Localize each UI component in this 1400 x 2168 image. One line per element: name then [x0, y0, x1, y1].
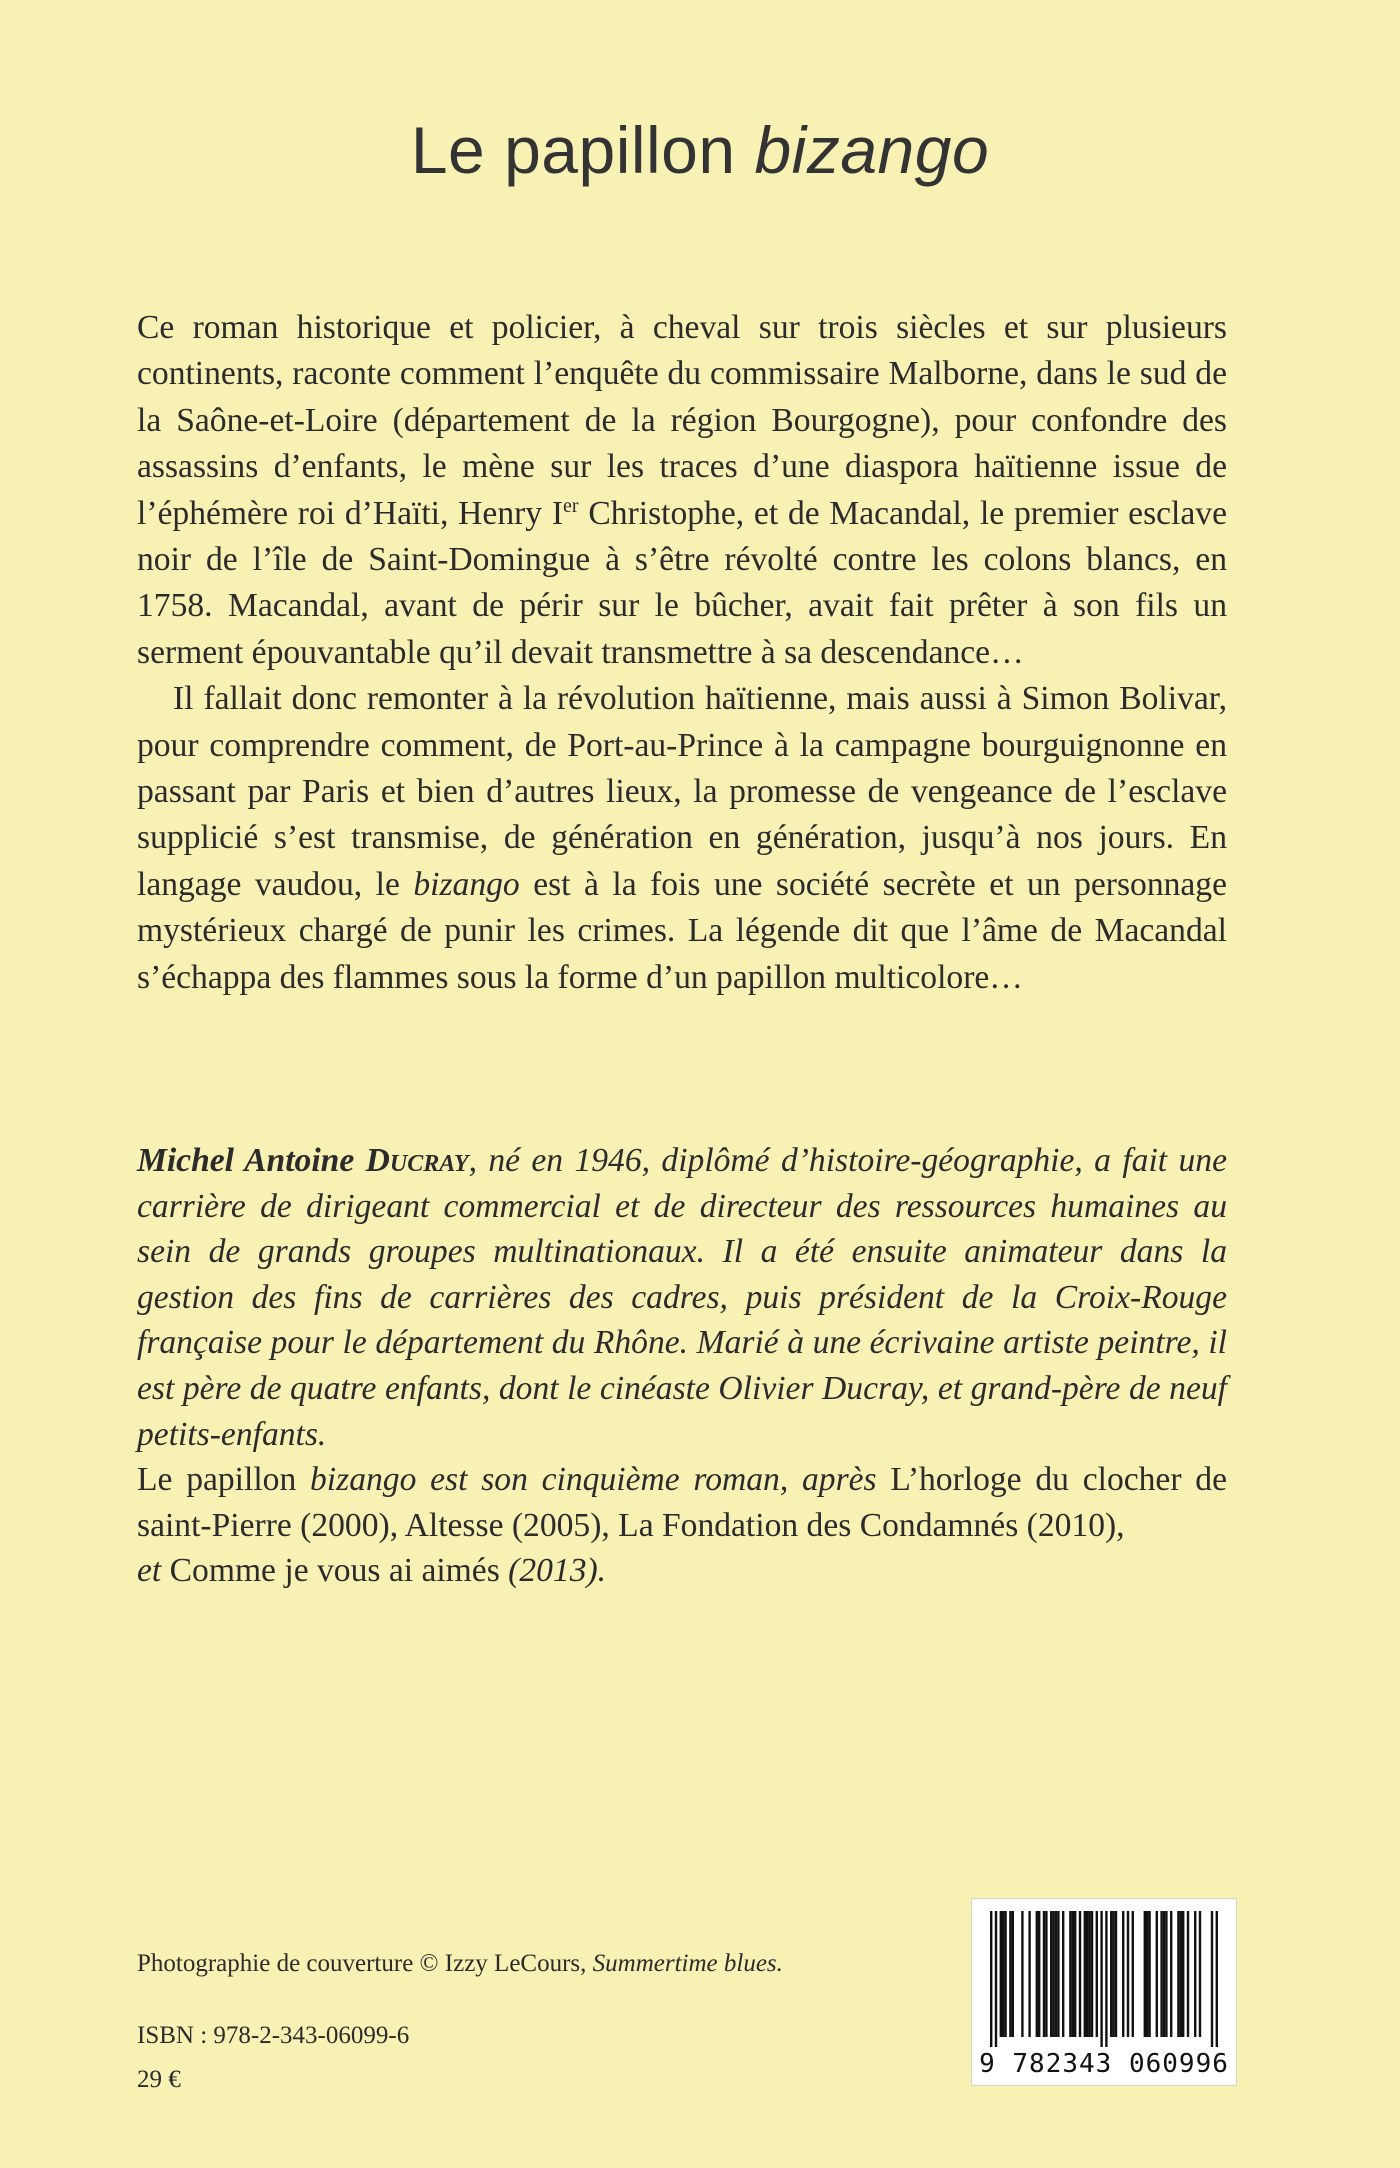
barcode-bar: [1036, 1911, 1038, 2037]
barcode-bar: [1038, 1911, 1040, 2037]
barcode-bar: [1194, 1911, 1196, 2037]
barcode-bar: [1096, 1911, 1098, 2037]
barcode-bar: [1115, 1911, 1117, 2037]
barcode-bar: [1091, 1911, 1093, 2037]
barcode-bar: [995, 1911, 997, 2047]
barcode-bar: [1088, 1911, 1090, 2037]
book3-title: Comme je vous ai aimés: [169, 1552, 500, 1590]
barcode: [971, 1898, 1237, 2086]
synopsis-paragraph-1: [137, 305, 1227, 676]
barcode-bar: [1211, 1911, 1213, 2047]
author-bio-text-b: est son cinquième roman, après: [416, 1461, 891, 1499]
title-main: Le papillon: [410, 113, 736, 187]
superscript-er: er: [563, 494, 579, 517]
barcode-bar: [1062, 1911, 1064, 2037]
credit-italic: Summertime blues.: [592, 1950, 783, 1977]
barcode-bar: [1000, 1911, 1002, 2037]
barcode-bar: [1084, 1911, 1086, 2037]
barcode-digits: 9 782343 060996: [979, 2049, 1229, 2079]
book1-title-italic: bizango: [310, 1461, 417, 1499]
author-bio-text-c: et: [137, 1552, 170, 1590]
synopsis-p2-text-a: Il fallait donc remonter à la révolution haïtienne, mais aussi à Simon Bolivar, pour comprendre comment, de Port-au-Prince à la campagne bourguignonne en passant par Paris et bien d’autres lieux, la promesse de vengeance de l’esclave supplicié s’est transmise, de génération en génération, jusqu’à nos jours. En langage vaudou, le: [137, 680, 1227, 903]
synopsis-p2-italic: bizango: [413, 865, 520, 903]
synopsis-p1-text-a: Ce roman historique et policier, à cheval sur trois siècles et sur plusieurs continents, raconte comment l’enquête du commissaire Malborne, dans le sud de la Saône-et-Loire (département de la région Bourgogne), pour confondre des assassins d’enfants, le mène sur les traces d’une diaspora haïtienne issue de l’éphémère roi d’Haïti, Henry I: [137, 309, 1227, 532]
price: 29 €: [137, 2066, 181, 2093]
barcode-bar: [1105, 1911, 1107, 2047]
barcode-bar: [1050, 1911, 1052, 2037]
barcode-bar: [1079, 1911, 1081, 2037]
barcode-bar: [1069, 1911, 1071, 2037]
author-bio-text-a: , né en 1946, diplômé d’histoire-géographie, a fait une carrière de dirigeant commercial et de directeur des ressources humaines au sein de grands groupes multinationaux. Il a été ensuite animateur dans la gestion des fins de carrières des cadres, puis président de la Croix-Rouge française pour le département du Rhône. Marié à une écrivaine artiste peintre, il est père de quatre enfants, dont le cinéaste Olivier Ducray, et grand-père de neuf petits-enfants.: [137, 1142, 1227, 1453]
barcode-bar: [1055, 1911, 1057, 2037]
barcode-bar: [1043, 1911, 1045, 2037]
barcode-bar: [1074, 1911, 1076, 2037]
author-surname: Ducray: [365, 1142, 469, 1179]
barcode-bar: [1052, 1911, 1054, 2037]
barcode-bar: [1122, 1911, 1124, 2037]
barcode-bars: [972, 1899, 1236, 2049]
barcode-bar: [1156, 1911, 1158, 2037]
author-bio-text-d: (2013).: [499, 1552, 607, 1590]
barcode-bar: [1012, 1911, 1014, 2037]
barcode-bar: [1180, 1911, 1182, 2037]
barcode-bar: [1187, 1911, 1189, 2037]
synopsis-paragraph-2: [137, 676, 1227, 1001]
title-italic: bizango: [754, 113, 990, 187]
barcode-bar: [1127, 1911, 1129, 2037]
barcode-bar: [1057, 1911, 1059, 2037]
barcode-bar: [1002, 1911, 1004, 2037]
barcode-bar: [1028, 1911, 1030, 2037]
barcode-bar: [1177, 1911, 1179, 2037]
photo-credit: [137, 1950, 783, 1978]
barcode-bar: [1148, 1911, 1150, 2037]
barcode-bar: [1045, 1911, 1047, 2037]
barcode-bar: [1009, 1911, 1011, 2037]
synopsis: [137, 305, 1227, 1001]
barcode-bar: [1146, 1911, 1148, 2037]
barcode-bar: [1086, 1911, 1088, 2037]
barcode-bar: [1110, 1911, 1112, 2037]
barcode-bar: [1132, 1911, 1134, 2037]
barcode-bar: [1163, 1911, 1165, 2037]
barcode-bar: [1144, 1911, 1146, 2037]
author-first-names: Michel Antoine: [137, 1142, 366, 1179]
synopsis-p2-text-b: est à la fois une société secrète et un personnage mystérieux chargé de punir les crimes. La légende dit que l’âme de Macandal s’échappa des flammes sous la forme d’un papillon multicolore…: [137, 865, 1227, 996]
barcode-bar: [1021, 1911, 1023, 2037]
barcode-bar: [1100, 1911, 1102, 2047]
barcode-bar: [1182, 1911, 1184, 2037]
barcode-bar: [1072, 1911, 1074, 2037]
book1-title: Le papillon: [137, 1461, 311, 1499]
barcode-bar: [1165, 1911, 1167, 2037]
author-bio: [137, 1138, 1227, 1594]
book-title: [0, 112, 1400, 188]
book2-titles: L’horloge du clocher de saint-Pierre (2000), Altesse (2005), La Fondation des Condamnés (2010),: [137, 1461, 1227, 1544]
synopsis-p1-text-b: Christophe, et de Macandal, le premier esclave noir de l’île de Saint-Domingue à s’être révolté contre les colons blancs, en 1758. Macandal, avant de périr sur le bûcher, avait fait prêter à son fils un serment épouvantable qu’il devait transmettre à sa descendance…: [137, 494, 1227, 671]
barcode-bar: [1160, 1911, 1162, 2037]
barcode-bar: [1199, 1911, 1201, 2037]
credit-text: Photographie de couverture © Izzy LeCours,: [137, 1950, 593, 1977]
isbn: ISBN : 978-2-343-06099-6: [137, 2022, 410, 2049]
barcode-bar: [1004, 1911, 1006, 2037]
barcode-bar: [990, 1911, 992, 2047]
barcode-bar: [1112, 1911, 1114, 2037]
barcode-bar: [1170, 1911, 1172, 2037]
barcode-bar: [1216, 1911, 1218, 2047]
